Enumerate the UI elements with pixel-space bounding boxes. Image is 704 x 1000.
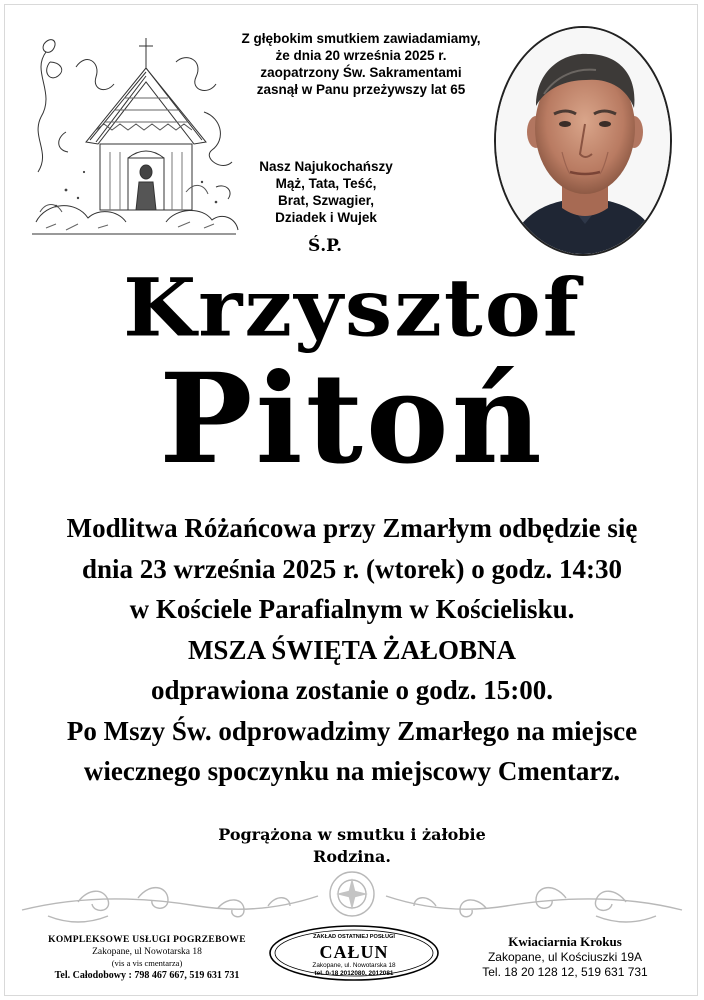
funeral-home-info [12, 934, 282, 983]
logo-name: CAŁUN [319, 942, 389, 962]
mourners [170, 824, 534, 868]
funeral-home-name: KOMPLEKSOWE USŁUGI POGRZEBOWE [48, 935, 246, 945]
family-roles [240, 158, 412, 226]
ceremony-line: wiecznego spoczynku na miejscowy Cmentarz. [83, 756, 621, 786]
ceremony-line: MSZA ŚWIĘTA ŻAŁOBNA [187, 634, 517, 665]
funeral-home-note: (vis a vis cmentarza) [111, 958, 183, 968]
family-role-line: Nasz Najukochańszy [259, 159, 393, 174]
mourners-line: Rodzina. [313, 847, 391, 866]
ceremony-line: Modlitwa Różańcowa przy Zmarłym odbędzie się [66, 513, 638, 543]
logo-phone: tel. 0-18 2012080, 2012081 [314, 970, 394, 977]
funeral-home-phone: Tel. Całodobowy : 798 467 667, 519 631 731 [54, 970, 240, 981]
ceremony-line: dnia 23 września 2025 r. (wtorek) o godz. 14:30 [82, 553, 622, 584]
family-role-line: Brat, Szwagier, [277, 193, 375, 208]
honorific: Ś.P. [307, 236, 343, 256]
ceremony-line: w Kościele Parafialnym w Kościelisku. [129, 594, 575, 624]
calun-logo-icon [268, 924, 440, 982]
announcement-line: Z głębokim smutkiem zawiadamiamy, [241, 31, 481, 46]
florist-info [442, 934, 688, 980]
logo-top-text: ZAKŁAD OSTATNIEJ POSŁUGI [313, 934, 395, 940]
deceased-first-name: Krzysztof [123, 260, 581, 355]
family-role-line: Mąż, Tata, Teść, [275, 176, 377, 191]
ceremony-line: odprawiona zostanie o godz. 15:00. [150, 675, 553, 705]
family-role-line: Dziadek i Wujek [275, 210, 377, 225]
logo-address: Zakopane, ul. Nowotarska 18 [312, 962, 396, 969]
deceased-last-name: Pitoń [159, 347, 545, 492]
announcement-text [196, 30, 526, 98]
florist-name: Kwiaciarnia Krokus [508, 934, 622, 949]
ceremony-details [20, 508, 684, 792]
portrait-icon [496, 28, 672, 256]
florist-phone: Tel. 18 20 128 12, 519 631 731 [482, 965, 648, 979]
announcement-line: zaopatrzony Św. Sakramentami [260, 65, 462, 80]
mourners-line: Pogrążona w smutku i żałobie [218, 825, 486, 844]
announcement-line: że dnia 20 września 2025 r. [275, 48, 447, 63]
announcement-line: zasnął w Panu przeżywszy lat 65 [256, 82, 466, 97]
funeral-home-address: Zakopane, ul Nowotarska 18 [92, 947, 202, 957]
ceremony-line: Po Mszy Św. odprowadzimy Zmarłego na miejsce [66, 715, 638, 746]
floral-divider-ornament-icon [18, 866, 686, 926]
portrait-photo [494, 26, 672, 256]
florist-address: Zakopane, ul Kościuszki 19A [487, 950, 643, 964]
